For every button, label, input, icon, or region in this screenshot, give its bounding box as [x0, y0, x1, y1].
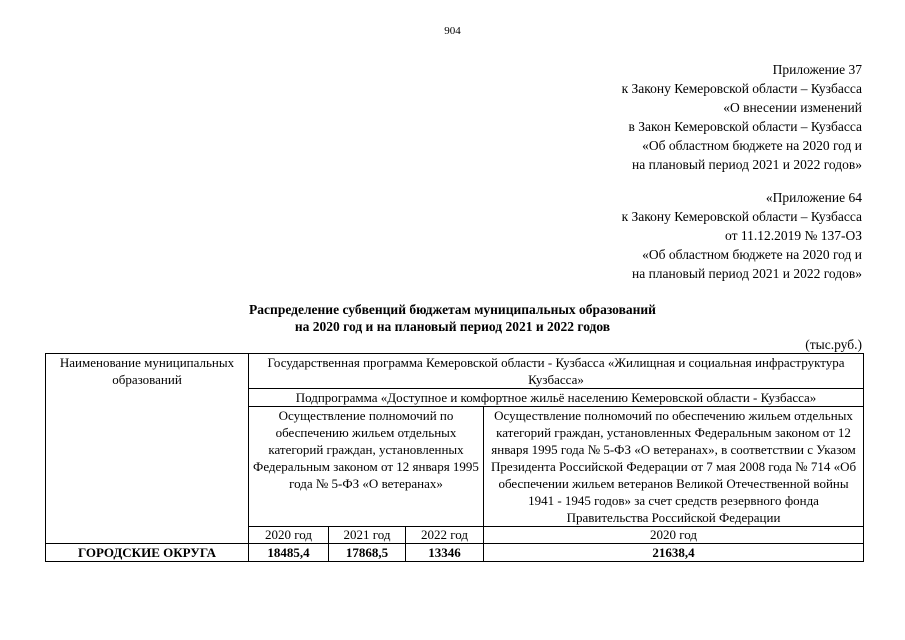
value-2021: 17868,5: [329, 544, 406, 562]
appendix-37-line: к Закону Кемеровской области – Кузбасса: [621, 81, 862, 96]
appendix-64-header: [622, 188, 862, 283]
appendix-37-line: Приложение 37: [772, 62, 862, 77]
year-header-2022: 2022 год: [406, 527, 484, 544]
appendix-64-line: «Об областном бюджете на 2020 год и: [642, 247, 862, 262]
appendix-64-line: «Приложение 64: [765, 190, 862, 205]
subprogram-header: Подпрограмма «Доступное и комфортное жильё населению Кемеровской области - Кузбасса»: [249, 389, 864, 407]
document-title-line-2: на 2020 год и на плановый период 2021 и 2022 годов: [294, 319, 611, 334]
row-name: ГОРОДСКИЕ ОКРУГА: [46, 544, 249, 562]
measure-2-header: Осуществление полномочий по обеспечению жильем отдельных категорий граждан, установленных Федеральным законом от 12 января 1995 года № 5-ФЗ «О ветеранах», в соответствии с Указом Президента Российской Федерации от 7 мая 2008 года № 714 «Об обеспечении жильем ветеранов Великой Отечественной войны 1941 - 1945 годов» за счет средств резервного фонда Правительства Российской Федерации: [484, 407, 864, 527]
program-header: Государственная программа Кемеровской области - Кузбасса «Жилищная и социальная инфраструктура Кузбасса»: [249, 354, 864, 389]
year-header-2021: 2021 год: [329, 527, 406, 544]
document-title-line-1: Распределение субвенций бюджетам муниципальных образований: [249, 302, 656, 317]
municipality-column-header: Наименование муниципальных образований: [46, 354, 249, 544]
subventions-table: [45, 353, 864, 562]
document-title: [0, 301, 905, 335]
appendix-64-line: на плановый период 2021 и 2022 годов»: [631, 266, 862, 281]
year-header-2020-reserve: 2020 год: [484, 527, 864, 544]
page-number: 904: [444, 25, 461, 37]
year-header-2020: 2020 год: [249, 527, 329, 544]
table-row: [46, 544, 864, 562]
appendix-37-line: «О внесении изменений: [723, 100, 862, 115]
appendix-37-line: на плановый период 2021 и 2022 годов»: [631, 157, 862, 172]
units-label: (тыс.руб.): [805, 337, 862, 352]
measure-1-header: Осуществление полномочий по обеспечению жильем отдельных категорий граждан, установленных Федеральным законом от 12 января 1995 года № 5-ФЗ «О ветеранах»: [249, 407, 484, 527]
appendix-64-line: от 11.12.2019 № 137-ОЗ: [725, 228, 862, 243]
value-2020: 18485,4: [249, 544, 329, 562]
value-2022: 13346: [406, 544, 484, 562]
appendix-37-header: [622, 60, 862, 174]
appendix-37-line: в Закон Кемеровской области – Кузбасса: [628, 119, 862, 134]
appendix-37-line: «Об областном бюджете на 2020 год и: [642, 138, 862, 153]
appendix-64-line: к Закону Кемеровской области – Кузбасса: [621, 209, 862, 224]
table-header-row: [46, 354, 864, 389]
value-2020-reserve: 21638,4: [484, 544, 864, 562]
